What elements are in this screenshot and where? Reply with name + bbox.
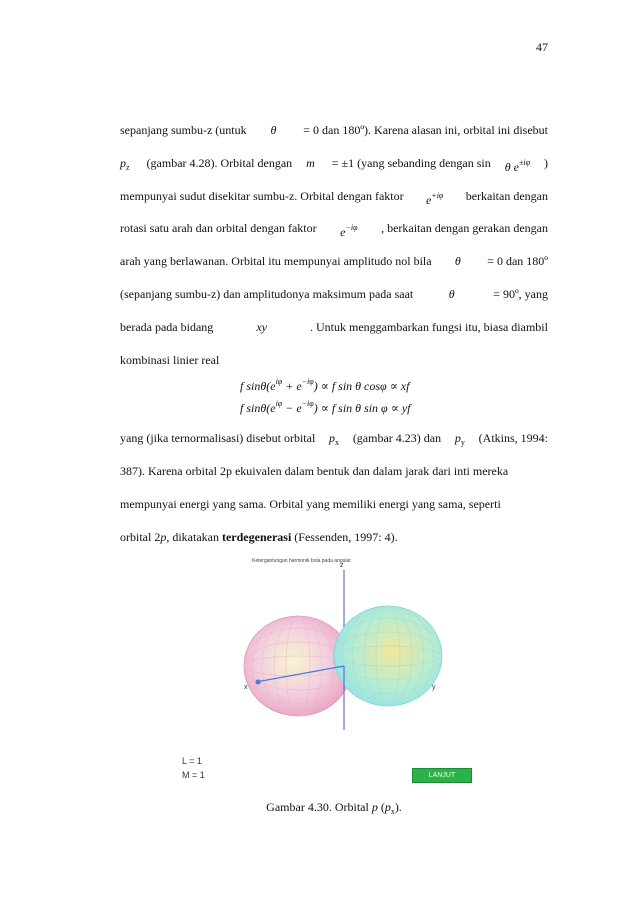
axis-label-y: y [432, 684, 436, 691]
text-line [120, 190, 548, 206]
text-span: = 0 dan 180º [484, 254, 548, 268]
theta-symbol: θ [448, 287, 455, 301]
caption-text: ). [394, 800, 402, 814]
exponent: −iφ [301, 377, 314, 386]
text-span: orbital 2 [120, 530, 161, 544]
text-span: = 0 dan 180º). Karena alasan ini, orbital ini disebut [300, 123, 548, 137]
text-span: (Fessenden, 1997: 4). [291, 530, 398, 544]
text-span: , berkaitan dengan gerakan dengan [381, 221, 548, 235]
text-span: arah yang berlawanan. Orbital itu mempunyai amplitudo nol bila [120, 254, 432, 268]
text-line [120, 255, 548, 267]
text-span: rotasi satu arah dan orbital dengan faktor [120, 221, 317, 235]
p-letter: p [454, 431, 461, 445]
exponent: iφ [275, 399, 283, 408]
text-line [120, 531, 548, 543]
text-span: , dikatakan [166, 530, 222, 544]
exponent: +iφ [431, 191, 444, 200]
z-subscript: z [126, 163, 130, 172]
y-subscript: y [460, 438, 465, 447]
text-span: sepanjang sumbu-z (untuk [120, 123, 247, 137]
text-line: 387). Karena orbital 2p ekuivalen dalam bentuk dan dalam jarak dari inti mereka [120, 464, 509, 478]
x-subscript: x [335, 438, 340, 447]
exponent: −iφ [301, 399, 314, 408]
theta-symbol: θ [454, 254, 461, 268]
orbital-diagram [180, 558, 470, 788]
right-lobe [334, 606, 442, 706]
exponent: −iφ [345, 223, 358, 232]
py-symbol [455, 432, 465, 449]
theta-e-expression [505, 157, 530, 174]
equation-text: + e [282, 379, 302, 393]
x-subscript: x [390, 807, 395, 816]
axis-label-x: x [244, 684, 248, 691]
param-m: M = 1 [182, 770, 205, 780]
text-line [120, 432, 548, 449]
text-line [120, 157, 548, 174]
lanjut-button[interactable]: LANJUT [412, 768, 472, 783]
equation-text: ) ∝ f sin θ sin φ ∝ yf [313, 401, 411, 415]
orbital-figure [180, 558, 470, 788]
caption-text: Gambar 4.30. Orbital [266, 800, 372, 814]
x-axis-tip [256, 680, 261, 685]
e-minus-expression [340, 222, 357, 238]
text-span: mempunyai sudut disekitar sumbu-z. Orbital dengan faktor [120, 189, 404, 203]
p-letter: p [329, 431, 336, 445]
xy-symbol: xy [256, 320, 267, 334]
text-line: mempunyai energi yang sama. Orbital yang memiliki energi yang sama, seperti [120, 497, 501, 511]
px-symbol [329, 432, 339, 449]
text-line [120, 321, 548, 333]
bold-term: terdegenerasi [221, 530, 292, 544]
text-span: berada pada bidang [120, 320, 214, 334]
e-letter: e [425, 193, 432, 207]
equation-text: ) ∝ f sin θ cosφ ∝ xf [313, 379, 410, 393]
text-line [120, 222, 548, 238]
equation-text: f sinθ(e [240, 401, 276, 415]
equation-1 [240, 377, 409, 394]
p-letter: p [384, 800, 391, 814]
text-span: kombinasi linier real [120, 353, 220, 367]
e-plus-expression [426, 190, 443, 206]
text-span: = 90º, yang [490, 287, 548, 301]
text-span: (gambar 4.23) dan [352, 431, 442, 445]
axis-label-z: z [340, 562, 344, 569]
p-letter: p [120, 156, 126, 170]
text-span: berkaitan dengan [465, 189, 548, 203]
m-symbol: m [306, 156, 315, 170]
page-number: 47 [536, 40, 548, 54]
equation-text: − e [282, 401, 302, 415]
figure-caption [120, 800, 548, 816]
text-line [120, 124, 548, 136]
theta-symbol: θ [270, 123, 277, 137]
figure-subtitle: Ketergantungan harmonik bola pada angular [252, 558, 351, 564]
exponent: ±iφ [518, 158, 531, 167]
text-line [120, 354, 548, 366]
pz-symbol [120, 157, 130, 174]
param-l: L = 1 [182, 756, 202, 766]
equation-text: f sinθ(e [240, 379, 276, 393]
text-span: yang (jika ternormalisasi) disebut orbital [120, 431, 316, 445]
caption-text: ( [377, 800, 385, 814]
text-span: (sepanjang sumbu-z) dan amplitudonya maksimum pada saat [120, 287, 414, 301]
text-span: (gambar 4.28). Orbital dengan [143, 156, 293, 170]
text-line [120, 288, 548, 300]
text-span: . Untuk menggambarkan fungsi itu, biasa diambil [310, 320, 548, 334]
exponent: iφ [275, 377, 283, 386]
text-span: = ±1 (yang sebanding dengan sin [328, 156, 491, 170]
text-span: (Atkins, 1994: [478, 431, 548, 445]
e-letter: e [340, 225, 346, 239]
p-letter: p [371, 800, 378, 814]
equation-2 [240, 399, 410, 416]
text-span: ) [543, 156, 548, 170]
theta-e: θ e [504, 160, 519, 174]
p-letter: p [160, 530, 167, 544]
